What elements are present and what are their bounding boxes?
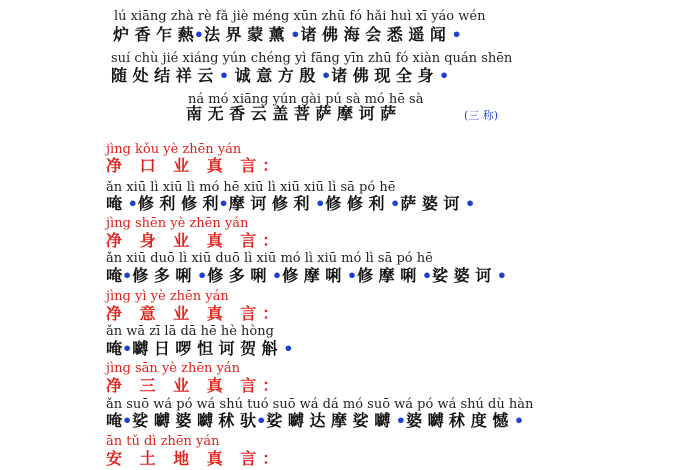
separator-dot: • bbox=[464, 194, 476, 213]
mantra3-body-pinyin: ǎn wā zī lā dā hē hè hòng bbox=[106, 324, 274, 339]
separator-dot: • bbox=[451, 25, 462, 44]
separator-dot: • bbox=[122, 266, 133, 285]
separator-dot: • bbox=[283, 339, 294, 358]
praise-line1-pinyin: lú xiāng zhà rè fǎ jiè méng xūn zhū fó hǎi huì xī yáo wén bbox=[114, 9, 486, 24]
separator-dot: • bbox=[496, 266, 508, 285]
separator-dot: • bbox=[346, 266, 358, 285]
mantra1-body: 唵 •修 利 修 利•摩 诃 修 利 •修 修 利 •萨 婆 诃 • bbox=[106, 194, 476, 213]
praise-line3-text: 南 无 香 云 盖 菩 萨 摩 诃 萨 bbox=[186, 104, 397, 123]
mantra2-title: 净 身 业 真 言： bbox=[106, 231, 285, 250]
mantra4-body-pinyin: ǎn suō wá pó wá shú tuó suō wá dá mó suō wá pó wá shú dù hàn bbox=[106, 397, 534, 412]
separator-dot: • bbox=[218, 194, 229, 213]
praise-line1-text: 炉 香 乍 爇•法 界 蒙 薰 •诸 佛 海 会 悉 遥 闻 • bbox=[113, 25, 462, 44]
mantra2-body: 唵•修 多 唎 •修 多 唎 •修 摩 唎 •修 摩 唎 •娑 婆 诃 • bbox=[106, 266, 508, 285]
separator-dot: • bbox=[218, 66, 230, 85]
mantra4-title-pinyin: jìng sān yè zhēn yán bbox=[106, 361, 240, 376]
separator-dot: • bbox=[122, 339, 133, 358]
mantra2-title-pinyin: jìng shēn yè zhēn yán bbox=[106, 216, 249, 231]
separator-dot: • bbox=[271, 266, 283, 285]
mantra3-title: 净 意 业 真 言： bbox=[106, 304, 285, 323]
mantra1-title: 净 口 业 真 言： bbox=[106, 156, 285, 175]
separator-dot: • bbox=[390, 194, 401, 213]
mantra5-title-pinyin: ān tǔ dì zhēn yán bbox=[106, 434, 220, 449]
mantra1-title-pinyin: jìng kǒu yè zhēn yán bbox=[106, 142, 242, 157]
praise-line2-pinyin: suí chù jié xiáng yún chéng yì fāng yīn zhū fó xiàn quán shēn bbox=[111, 51, 513, 66]
separator-dot: • bbox=[395, 411, 407, 430]
mantra4-body: 唵•娑 嚩 婆 嚩 秫 驮•娑 嚩 达 摩 娑 嚩 •婆 嚩 秫 度 憾 • bbox=[106, 411, 525, 430]
separator-dot: • bbox=[127, 194, 138, 213]
separator-dot: • bbox=[290, 25, 301, 44]
separator-dot: • bbox=[196, 266, 208, 285]
separator-dot: • bbox=[256, 411, 267, 430]
mantra1-body-pinyin: ǎn xiū lì xiū lì mó hē xiū lì xiū xiū lì sā pó hē bbox=[106, 180, 396, 195]
separator-dot: • bbox=[315, 194, 326, 213]
mantra3-body: 唵•嚩 日 啰 怛 诃 贺 斛 • bbox=[106, 339, 294, 358]
praise-line2-text: 随 处 结 祥 云 • 诚 意 方 殷 •诸 佛 现 全 身 • bbox=[111, 66, 450, 85]
separator-dot: • bbox=[513, 411, 525, 430]
mantra5-title: 安 土 地 真 言： bbox=[106, 449, 285, 468]
praise-line3-pinyin: ná mó xiāng yún gài pú sà mó hē sà bbox=[188, 92, 424, 107]
mantra2-body-pinyin: ǎn xiū duō lì xiū duō lì xiū mó lì xiū mó lì sā pó hē bbox=[106, 251, 433, 266]
mantra4-title: 净 三 业 真 言： bbox=[106, 376, 285, 395]
separator-dot: • bbox=[320, 66, 332, 85]
separator-dot: • bbox=[421, 266, 433, 285]
mantra3-title-pinyin: jìng yì yè zhēn yán bbox=[106, 289, 229, 304]
praise-line3-note: (三 称) bbox=[464, 109, 499, 122]
separator-dot: • bbox=[122, 411, 133, 430]
separator-dot: • bbox=[439, 66, 450, 85]
separator-dot: • bbox=[193, 25, 204, 44]
